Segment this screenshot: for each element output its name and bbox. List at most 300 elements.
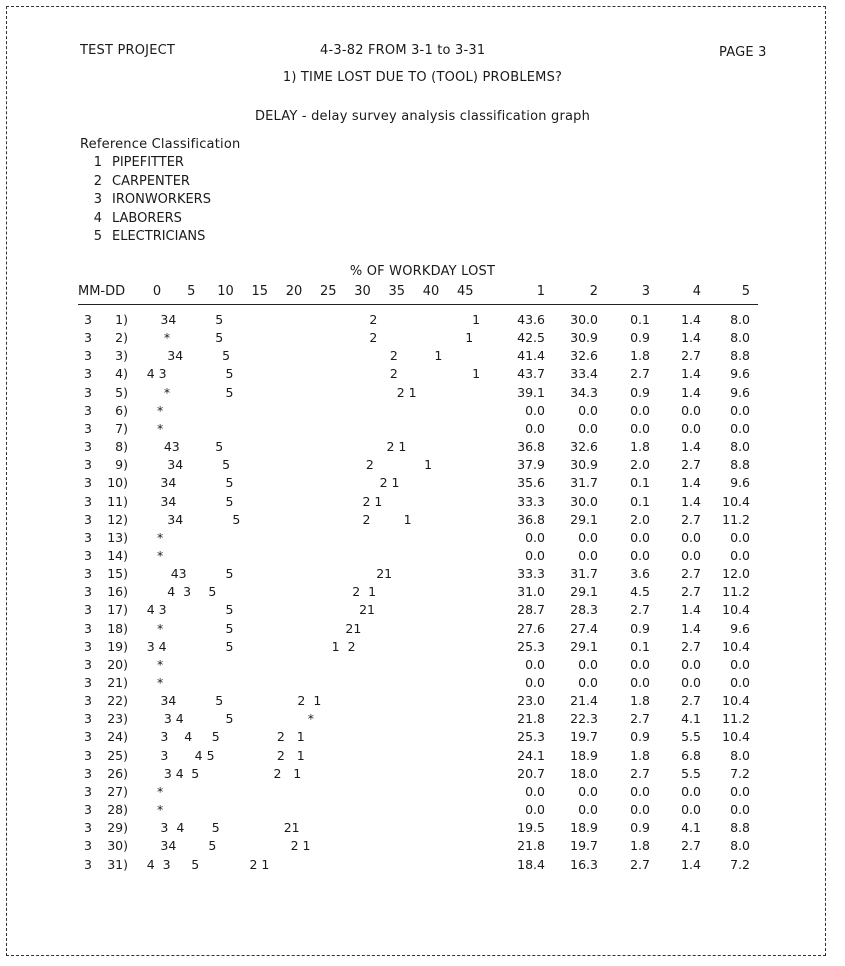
row-day: 25) <box>107 747 128 763</box>
row-value: 0.0 <box>525 675 545 690</box>
row-value: 0.0 <box>681 783 701 799</box>
graph-marker: 2 1 <box>290 838 311 854</box>
row-value: 0.9 <box>630 820 650 836</box>
row-value: 5.5 <box>681 729 701 745</box>
graph-marker: 5 <box>211 820 220 836</box>
table-row <box>0 475 845 493</box>
row-month: 3 <box>84 620 92 636</box>
scale-tick-label: 5 <box>187 284 196 299</box>
row-value: 0.0 <box>730 675 750 690</box>
row-value: 34.3 <box>570 384 598 400</box>
row-value: 1.8 <box>630 693 650 709</box>
reference-item <box>80 155 184 170</box>
graph-marker: 1 <box>434 348 443 364</box>
row-month: 3 <box>84 602 92 618</box>
graph-marker: 2 1 <box>362 493 383 509</box>
row-value: 7.2 <box>730 856 750 872</box>
table-row <box>0 748 845 766</box>
row-value: 2.7 <box>630 602 650 618</box>
graph-marker: 34 <box>160 475 177 491</box>
row-value: 9.6 <box>730 620 750 636</box>
row-value: 18.0 <box>570 765 598 781</box>
row-value: 2.7 <box>681 566 701 582</box>
reference-item <box>80 229 205 244</box>
graph-marker: 5 <box>225 620 234 636</box>
row-month: 3 <box>84 330 92 346</box>
date-column-header: MM-DD <box>78 284 126 299</box>
row-value: 0.0 <box>681 529 701 545</box>
row-day: 4) <box>115 366 128 382</box>
graph-marker: 2 1 <box>273 765 302 781</box>
row-value: 1.4 <box>681 366 701 382</box>
row-day: 1) <box>115 312 128 327</box>
row-value: 11.2 <box>722 711 750 727</box>
graph-marker: 21 <box>376 566 393 582</box>
scale-tick-label: 35 <box>388 284 406 299</box>
row-day: 23) <box>107 711 128 727</box>
row-value: 10.4 <box>722 693 750 709</box>
graph-marker: * <box>157 547 164 563</box>
row-day: 14) <box>107 547 128 563</box>
row-day: 27) <box>107 783 128 799</box>
row-value: 0.0 <box>730 656 750 672</box>
graph-marker: 1 <box>403 511 412 527</box>
graph-marker: 5 <box>225 566 234 582</box>
table-row <box>0 330 845 348</box>
row-value: 7.2 <box>730 765 750 781</box>
reference-number: 3 <box>93 192 102 207</box>
table-row <box>0 711 845 729</box>
row-value: 21.8 <box>517 838 545 854</box>
row-value: 0.0 <box>730 402 750 418</box>
row-month: 3 <box>84 638 92 654</box>
reference-item <box>80 174 190 189</box>
row-month: 3 <box>84 348 92 364</box>
row-month: 3 <box>84 493 92 509</box>
graph-marker: * <box>157 620 164 636</box>
row-day: 30) <box>107 838 128 854</box>
row-month: 3 <box>84 475 92 491</box>
graph-marker: 2 1 <box>396 384 417 400</box>
row-day: 29) <box>107 820 128 836</box>
row-value: 0.0 <box>630 547 650 563</box>
row-value: 0.0 <box>681 802 701 818</box>
table-row <box>0 385 845 403</box>
row-value: 8.8 <box>730 348 750 364</box>
table-row <box>0 566 845 584</box>
graph-marker: 3 4 <box>163 765 184 781</box>
row-value: 9.6 <box>730 475 750 491</box>
row-value: 30.0 <box>570 493 598 509</box>
table-row <box>0 584 845 602</box>
value-column-header: 1 <box>536 284 545 299</box>
row-value: 29.1 <box>570 584 598 600</box>
table-row <box>0 693 845 711</box>
graph-marker: 34 <box>167 348 184 364</box>
report-date-range: 4-3-82 FROM 3-1 to 3-31 <box>320 43 486 58</box>
graph-marker: 34 <box>160 493 177 509</box>
row-value: 33.3 <box>517 493 545 509</box>
row-value: 1.4 <box>681 330 701 346</box>
table-row <box>0 729 845 747</box>
row-value: 9.6 <box>730 366 750 382</box>
row-day: 24) <box>107 729 128 745</box>
row-value: 0.0 <box>525 547 545 563</box>
graph-marker: 3 4 <box>163 711 184 727</box>
table-row <box>0 494 845 512</box>
graph-marker: 5 <box>191 856 200 872</box>
row-day: 17) <box>107 602 128 618</box>
table-row <box>0 512 845 530</box>
table-row <box>0 403 845 421</box>
row-value: 8.8 <box>730 820 750 836</box>
row-month: 3 <box>84 457 92 473</box>
row-value: 2.7 <box>681 457 701 473</box>
row-value: 0.0 <box>578 529 598 545</box>
row-value: 0.0 <box>578 656 598 672</box>
graph-marker: 5 <box>225 602 234 618</box>
table-row <box>0 838 845 856</box>
row-value: 0.9 <box>630 384 650 400</box>
row-day: 6) <box>115 402 128 418</box>
row-value: 0.0 <box>525 656 545 672</box>
row-value: 0.0 <box>578 783 598 799</box>
row-value: 18.9 <box>570 820 598 836</box>
reference-label: IRONWORKERS <box>112 192 211 207</box>
row-value: 30.0 <box>570 312 598 327</box>
scale-tick-label: 30 <box>354 284 371 299</box>
row-value: 1.4 <box>681 856 701 872</box>
graph-marker: 2 <box>389 366 398 382</box>
row-value: 10.4 <box>722 493 750 509</box>
reference-number: 5 <box>93 229 102 244</box>
row-value: 42.5 <box>517 330 545 346</box>
table-row <box>0 621 845 639</box>
graph-marker: 4 3 <box>146 856 171 872</box>
row-value: 0.9 <box>630 330 650 346</box>
row-value: 23.0 <box>517 693 545 709</box>
graph-marker: 1 <box>424 457 433 473</box>
row-value: 37.9 <box>517 457 545 473</box>
scale-tick-label: 20 <box>285 284 303 299</box>
table-row <box>0 784 845 802</box>
row-value: 30.9 <box>570 330 598 346</box>
graph-marker: 5 <box>208 838 217 854</box>
row-day: 16) <box>107 584 128 600</box>
graph-marker: 21 <box>283 820 300 836</box>
row-day: 28) <box>107 802 128 818</box>
graph-marker: 5 <box>222 457 231 473</box>
graph-marker: 2 <box>369 330 378 346</box>
row-value: 0.0 <box>630 402 650 418</box>
row-value: 8.0 <box>730 312 750 327</box>
row-day: 15) <box>107 566 128 582</box>
graph-marker: 21 <box>345 620 362 636</box>
graph-marker: 2 1 <box>276 729 305 745</box>
table-row <box>0 639 845 657</box>
row-value: 0.0 <box>525 783 545 799</box>
graph-marker: 21 <box>359 602 375 618</box>
graph-marker: 5 <box>225 493 234 509</box>
row-month: 3 <box>84 711 92 727</box>
row-value: 0.0 <box>525 420 545 436</box>
row-value: 19.7 <box>570 838 598 854</box>
graph-marker: 5 <box>222 348 231 364</box>
row-value: 31.7 <box>570 566 598 582</box>
reference-number: 4 <box>93 210 102 226</box>
row-value: 1.4 <box>681 312 701 327</box>
graph-marker: * <box>163 330 171 346</box>
table-row <box>0 675 845 693</box>
graph-marker: 34 <box>160 312 177 327</box>
row-value: 31.0 <box>517 584 545 600</box>
row-value: 10.4 <box>722 729 750 745</box>
row-day: 18) <box>107 620 128 636</box>
row-value: 2.7 <box>681 638 701 654</box>
row-value: 1.4 <box>681 620 701 636</box>
graph-marker: * <box>163 384 171 400</box>
row-month: 3 <box>84 312 92 327</box>
row-day: 12) <box>107 511 128 527</box>
graph-marker: 5 <box>215 439 224 455</box>
row-month: 3 <box>84 820 92 836</box>
row-value: 0.0 <box>630 675 650 690</box>
row-value: 29.1 <box>570 638 598 654</box>
scale-tick-label: 40 <box>422 284 440 299</box>
graph-marker: 4 3 <box>146 602 167 618</box>
row-value: 0.0 <box>630 656 650 672</box>
table-row <box>0 857 845 875</box>
graph-marker: 5 <box>225 475 234 491</box>
row-month: 3 <box>84 439 92 455</box>
row-value: 12.0 <box>722 566 750 582</box>
graph-marker: * <box>157 420 164 436</box>
row-day: 31) <box>107 856 128 872</box>
row-value: 20.7 <box>517 765 545 781</box>
row-month: 3 <box>84 402 92 418</box>
row-value: 0.0 <box>730 420 750 436</box>
row-value: 0.1 <box>630 475 650 491</box>
graph-marker: 4 5 <box>194 747 215 763</box>
table-row <box>0 766 845 784</box>
row-value: 2.7 <box>681 693 701 709</box>
graph-marker: 5 <box>215 330 224 346</box>
row-value: 28.3 <box>570 602 598 618</box>
row-value: 25.3 <box>517 729 545 745</box>
graph-marker: * <box>307 711 314 727</box>
table-row <box>0 820 845 838</box>
graph-marker: 5 <box>208 584 217 600</box>
table-row <box>0 366 845 384</box>
graph-marker: 43 <box>163 439 180 455</box>
row-month: 3 <box>84 765 92 781</box>
graph-marker: * <box>157 675 164 690</box>
row-value: 16.3 <box>570 856 598 872</box>
graph-marker: 43 <box>170 566 187 582</box>
graph-marker: 3 4 <box>160 820 185 836</box>
row-month: 3 <box>84 693 92 709</box>
row-value: 0.1 <box>630 312 650 327</box>
table-row <box>0 312 845 330</box>
graph-marker: 1 2 <box>331 638 356 654</box>
row-value: 6.8 <box>681 747 701 763</box>
reference-number: 1 <box>93 155 102 170</box>
row-value: 0.0 <box>525 402 545 418</box>
graph-marker: 5 <box>225 384 234 400</box>
row-month: 3 <box>84 783 92 799</box>
row-value: 1.4 <box>681 384 701 400</box>
graph-marker: 5 <box>211 729 220 745</box>
graph-marker: 34 <box>160 838 177 854</box>
row-value: 2.7 <box>630 856 650 872</box>
graph-marker: * <box>157 402 164 418</box>
scale-tick-label: 25 <box>319 284 337 299</box>
row-value: 0.0 <box>578 547 598 563</box>
graph-marker: * <box>157 656 164 672</box>
row-value: 43.7 <box>517 366 545 382</box>
reference-item <box>80 211 182 226</box>
row-value: 0.0 <box>630 802 650 818</box>
row-value: 0.0 <box>730 547 750 563</box>
graph-marker: 1 <box>472 366 481 382</box>
row-value: 41.4 <box>517 348 545 364</box>
row-value: 0.0 <box>730 783 750 799</box>
graph-marker: 34 <box>167 511 184 527</box>
table-row <box>0 439 845 457</box>
row-value: 0.1 <box>630 638 650 654</box>
row-month: 3 <box>84 729 92 745</box>
row-value: 2.7 <box>681 348 701 364</box>
row-value: 3.6 <box>630 566 650 582</box>
graph-marker: 2 1 <box>379 475 400 491</box>
row-month: 3 <box>84 675 92 690</box>
row-value: 0.0 <box>681 656 701 672</box>
graph-marker: 3 4 <box>160 729 193 745</box>
scale-tick-label: 10 <box>217 284 234 299</box>
row-day: 9) <box>115 457 128 473</box>
table-row <box>0 657 845 675</box>
table-row <box>0 457 845 475</box>
project-name: TEST PROJECT <box>80 43 176 58</box>
graph-marker: 2 <box>389 348 398 364</box>
row-value: 1.8 <box>630 348 650 364</box>
value-column-header: 2 <box>589 284 598 299</box>
row-value: 1.4 <box>681 602 701 618</box>
row-day: 26) <box>107 765 128 781</box>
row-month: 3 <box>84 384 92 400</box>
row-value: 2.7 <box>681 511 701 527</box>
row-month: 3 <box>84 584 92 600</box>
row-value: 0.0 <box>681 675 701 690</box>
row-month: 3 <box>84 656 92 672</box>
graph-marker: 5 <box>225 638 234 654</box>
row-value: 8.0 <box>730 747 750 763</box>
row-value: 2.7 <box>630 711 650 727</box>
row-value: 18.9 <box>570 747 598 763</box>
row-value: 21.8 <box>517 711 545 727</box>
row-value: 0.0 <box>730 802 750 818</box>
row-value: 4.5 <box>630 584 650 600</box>
row-value: 18.4 <box>517 856 545 872</box>
table-row <box>0 421 845 439</box>
row-month: 3 <box>84 856 92 872</box>
row-value: 0.0 <box>578 402 598 418</box>
row-value: 21.4 <box>570 693 598 709</box>
row-day: 13) <box>107 529 128 545</box>
row-value: 11.2 <box>722 511 750 527</box>
graph-marker: 5 <box>225 366 234 382</box>
row-month: 3 <box>84 366 92 382</box>
value-column-header: 5 <box>741 284 750 299</box>
row-value: 32.6 <box>570 439 598 455</box>
report-title: 1) TIME LOST DUE TO (TOOL) PROBLEMS? <box>282 70 563 85</box>
row-day: 19) <box>107 638 128 654</box>
row-value: 0.1 <box>630 493 650 509</box>
row-value: 33.3 <box>517 566 545 582</box>
table-row <box>0 530 845 548</box>
row-value: 0.9 <box>630 620 650 636</box>
row-value: 0.0 <box>681 547 701 563</box>
graph-marker: 1 <box>472 312 481 327</box>
graph-marker: 2 1 <box>352 584 377 600</box>
reference-label: PIPEFITTER <box>112 155 184 170</box>
row-value: 0.0 <box>578 802 598 818</box>
axis-title: % OF WORKDAY LOST <box>349 264 496 279</box>
row-value: 29.1 <box>570 511 598 527</box>
row-day: 5) <box>115 384 128 400</box>
row-day: 2) <box>115 330 128 346</box>
row-value: 9.6 <box>730 384 750 400</box>
row-value: 1.8 <box>630 838 650 854</box>
row-value: 19.7 <box>570 729 598 745</box>
row-value: 0.0 <box>630 529 650 545</box>
graph-marker: 5 <box>232 511 241 527</box>
row-value: 5.5 <box>681 765 701 781</box>
row-day: 21) <box>107 675 128 690</box>
graph-marker: 2 <box>369 312 378 327</box>
graph-marker: 3 <box>160 747 169 763</box>
row-value: 4.1 <box>681 820 701 836</box>
row-value: 1.8 <box>630 747 650 763</box>
row-value: 27.4 <box>570 620 598 636</box>
scale-tick-label: 15 <box>251 284 269 299</box>
row-value: 0.0 <box>681 402 701 418</box>
graph-marker: 1 <box>465 330 474 346</box>
row-value: 0.0 <box>681 420 701 436</box>
row-value: 0.0 <box>730 529 750 545</box>
row-month: 3 <box>84 420 92 436</box>
row-value: 28.7 <box>517 602 545 618</box>
row-value: 0.0 <box>578 420 598 436</box>
row-value: 1.4 <box>681 439 701 455</box>
row-day: 8) <box>115 439 128 455</box>
scale-tick-label: 45 <box>456 284 474 299</box>
row-value: 2.7 <box>630 366 650 382</box>
graph-marker: 4 3 <box>167 584 192 600</box>
row-day: 20) <box>107 656 128 672</box>
reference-label: CARPENTER <box>112 173 190 189</box>
row-value: 0.0 <box>525 529 545 545</box>
reference-label: ELECTRICIANS <box>112 229 206 244</box>
row-value: 36.8 <box>517 511 545 527</box>
row-value: 19.5 <box>517 820 545 836</box>
row-value: 8.8 <box>730 457 750 473</box>
graph-marker: 5 <box>191 765 200 781</box>
row-value: 11.2 <box>722 584 750 600</box>
row-value: 31.7 <box>570 475 598 491</box>
row-value: 0.0 <box>525 802 545 818</box>
row-value: 10.4 <box>722 638 750 654</box>
